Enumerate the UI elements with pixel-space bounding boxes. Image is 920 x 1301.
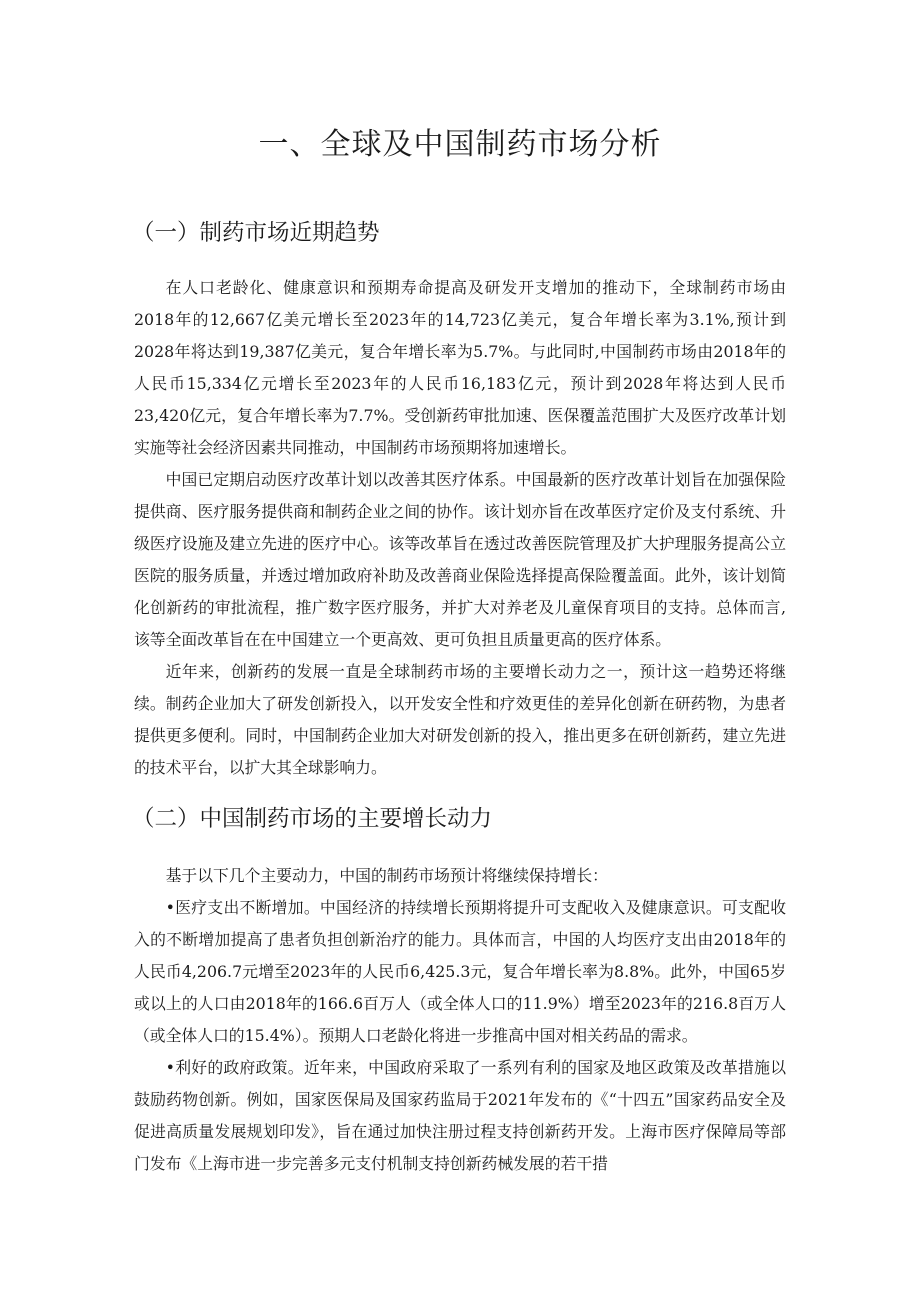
paragraph: 近年来，创新药的发展一直是全球制药市场的主要增长动力之一，预计这一趋势还将继续。制药企业加大了研发创新投入，以开发安全性和疗效更佳的差异化创新在研药物，为患者提供更多便利。同时，中国制药企业加大对研发创新的投入，推出更多在研创新药，建立先进的技术平台，以扩大其全球影响力。 [134, 662, 786, 777]
paragraph: 基于以下几个主要动力，中国的制药市场预计将继续保持增长： [165, 866, 608, 885]
paragraph: 中国已定期启动医疗改革计划以改善其医疗体系。中国最新的医疗改革计划旨在加强保险提供商、医疗服务提供商和制药企业之间的协作。该计划亦旨在改革医疗定价及支付系统、升级医疗设施及建立先进的医疗中心。该等改革旨在透过改善医院管理及扩大护理服务提高公立医院的服务质量，并透过增加政府补助及改善商业保险选择提高保险覆盖面。此外，该计划简化创新药的审批流程，推广数字医疗服务，并扩大对养老及儿童保育项目的支持。总体而言,该等全面改革旨在在中国建立一个更高效、更可负担且质量更高的医疗体系。 [134, 470, 786, 649]
bullet-paragraph: •医疗支出不断增加。中国经济的持续增长预期将提升可支配收入及健康意识。可支配收入的不断增加提高了患者负担创新治疗的能力。具体而言，中国的人均医疗支出由2018年的人民币4,206.7元增至2023年的人民币6,425.3元，复合年增长率为8.8%。此外，中国65岁或以上的人口由2018年的166.6百万人（或全体人口的11.9%）增至2023年的216.8百万人（或全体人口的15.4%）。预期人口老龄化将进一步推高中国对相关药品的需求。 [134, 898, 786, 1045]
section-1-body [134, 272, 786, 784]
section-heading-2: （二）中国制药市场的主要增长动力 [132, 806, 493, 832]
paragraph: 在人口老龄化、健康意识和预期寿命提高及研发开支增加的推动下，全球制药市场由2018年的12,667亿美元增长至2023年的14,723亿美元，复合年增长率为3.1%,预计到2028年将达到19,387亿美元，复合年增长率为5.7%。与此同时,中国制药市场由2018年的人民币15,334亿元增长至2023年的人民币16,183亿元，预计到2028年将达到人民币23,420亿元，复合年增长率为7.7%。受创新药审批加速、医保覆盖范围扩大及医疗改革计划实施等社会经济因素共同推动，中国制药市场预期将加速增长。 [134, 278, 786, 457]
page-title: 一、全球及中国制药市场分析 [258, 127, 662, 162]
section-2-body [134, 860, 786, 1180]
section-heading-1: （一）制药市场近期趋势 [132, 220, 380, 246]
bullet-paragraph: •利好的政府政策。近年来，中国政府采取了一系列有利的国家及地区政策及改革措施以鼓励药物创新。例如，国家医保局及国家药监局于2021年发布的《“十四五”国家药品安全及促进高质量发展规划印发》，旨在通过加快注册过程支持创新药开发。上海市医疗保障局等部门发布《上海市进一步完善多元支付机制支持创新药械发展的若干措 [134, 1058, 786, 1173]
